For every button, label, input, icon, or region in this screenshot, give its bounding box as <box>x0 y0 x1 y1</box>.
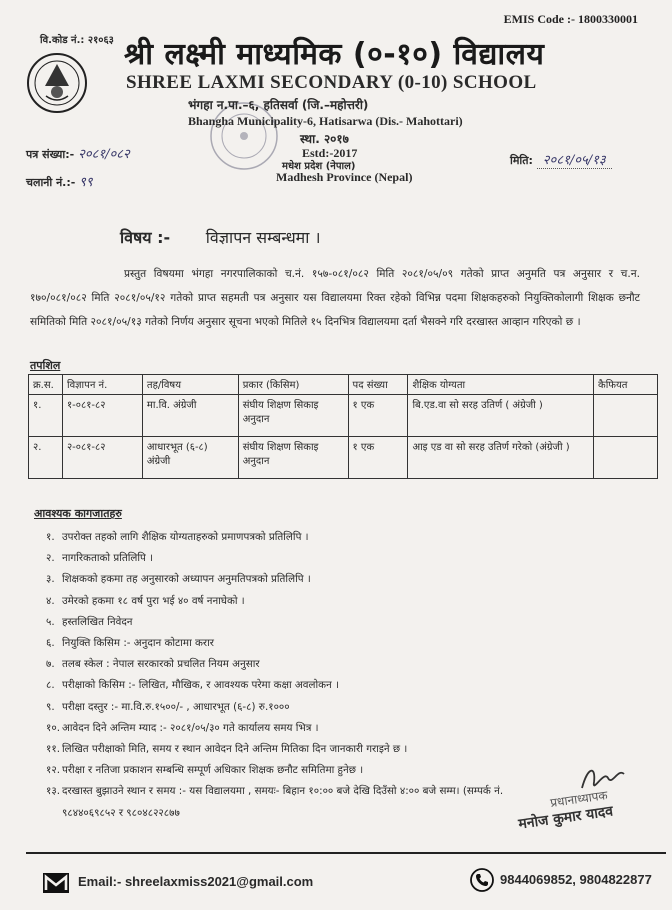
item-number: १३. <box>46 785 60 798</box>
header-type: प्रकार (किसिम) <box>238 375 348 395</box>
cell-type: संघीय शिक्षण सिकाइ अनुदान <box>238 395 348 437</box>
cell-remarks <box>594 437 658 479</box>
item-number: ११. <box>46 743 60 756</box>
cell-ad-number: २-०८१-८२ <box>62 437 142 479</box>
cell-type: संघीय शिक्षण सिकाइ अनुदान <box>238 437 348 479</box>
phone-icon <box>470 868 494 892</box>
cell-level-subject: मा.वि. अंग्रेजी <box>142 395 238 437</box>
cell-remarks <box>594 395 658 437</box>
province-english: Madhesh Province (Nepal) <box>276 170 413 184</box>
item-text: परीक्षा दस्तुर :- मा.वि.रु.१५००/- , आधारभूत (६-८) रु.१००० <box>62 700 290 713</box>
letter-number <box>26 144 130 162</box>
item-number: ६. <box>46 637 55 650</box>
item-number: ४. <box>46 594 55 607</box>
cell-qualification: बि.एड.वा सो सरह उतिर्ण ( अंग्रेजी ) <box>408 395 594 437</box>
item-text: उमेरको हकमा १८ वर्ष पुरा भई ४० वर्ष ननाघेको । <box>62 594 245 607</box>
address-english: Bhangha Municipality-6, Hatisarwa (Dis.- Mahottari) <box>188 114 463 128</box>
letter-date-label: मिति: <box>510 154 533 167</box>
item-text: नियुक्ति किसिम :- अनुदान कोटामा करार <box>62 637 215 650</box>
list-item <box>34 760 664 781</box>
school-logo <box>26 52 88 114</box>
principal-title: प्रधानाध्यापक <box>549 788 609 810</box>
item-text: दरखास्त बुझाउने स्थान र समय :- यस विद्यालयमा , समयः- बिहान १०:०० बजे देखि दिउँसो ४:०० बजे सम्म। (सम्पर्क नं. <box>62 785 504 798</box>
school-name-english: SHREE LAXMI SECONDARY (0-10) SCHOOL <box>126 72 537 93</box>
list-item <box>34 591 664 612</box>
item-number: १०. <box>46 721 60 734</box>
list-item <box>34 697 664 718</box>
cell-ad-number: १-०८१-८२ <box>62 395 142 437</box>
footer-email[interactable]: Email:- shreelaxmiss2021@gmail.com <box>78 874 314 889</box>
list-item <box>34 527 664 548</box>
footer-phone[interactable]: 9844069852, 9804822877 <box>500 872 652 887</box>
header-ad-number: विज्ञापन नं. <box>62 375 142 395</box>
vacancy-table <box>28 374 658 479</box>
subject-value: विज्ञापन सम्बन्धमा । <box>205 228 321 247</box>
item-text: परीक्षा र नतिजा प्रकाशन सम्बन्धि सम्पूर्ण अधिकार शिक्षक छनौट समितिमा हुनेछ । <box>62 764 364 777</box>
mail-icon <box>42 872 70 894</box>
details-title: तपशिल <box>30 359 61 372</box>
item-number: १२. <box>46 764 60 777</box>
item-text: नागरिकताको प्रतिलिपि । <box>62 552 154 565</box>
list-item <box>34 654 664 675</box>
school-name-nepali: श्री लक्ष्मी माध्यमिक (०-१०) विद्यालय <box>124 37 545 72</box>
list-item <box>34 633 664 654</box>
letter-date-value: २०८१/०५/१३ <box>537 153 612 169</box>
subject-label: विषय :- <box>120 228 171 247</box>
cell-sn: २. <box>29 437 63 479</box>
letter-number-value: २०८१/०८२ <box>78 147 130 162</box>
subject-line <box>120 226 321 248</box>
required-documents <box>34 506 664 824</box>
list-item <box>34 718 664 739</box>
required-documents-list <box>34 527 664 824</box>
footer-divider <box>26 852 666 854</box>
contact-numbers-text: ९८४४०६९८५२ र ९८०४८२२८७७ <box>62 806 180 819</box>
header-sn: क्र.स. <box>29 375 63 395</box>
vacancy-table-header <box>29 375 658 395</box>
item-number: ८. <box>46 679 55 692</box>
required-documents-title: आवश्यक कागजातहरु <box>34 507 122 520</box>
dispatch-number <box>26 172 93 190</box>
item-text: परीक्षाको किसिम :- लिखित, मौखिक, र आवश्यक परेमा कक्षा अवलोकन । <box>62 679 339 692</box>
header-qualification: शैक्षिक योग्यता <box>408 375 594 395</box>
header-level-subject: तह/विषय <box>142 375 238 395</box>
list-item <box>34 548 664 569</box>
item-number: ३. <box>46 573 55 586</box>
established-nepali: स्था. २०१७ <box>300 132 349 146</box>
dispatch-number-value: ९९ <box>79 175 93 190</box>
list-item <box>34 675 664 696</box>
notice-paragraph <box>30 262 640 334</box>
item-number: २. <box>46 552 55 565</box>
principal-name: मनोज कुमार यादव <box>517 803 615 833</box>
list-item <box>34 612 664 633</box>
item-text: हस्तलिखित निवेदन <box>62 615 133 628</box>
emis-code: EMIS Code :- 1800330001 <box>503 12 638 26</box>
province-nepali: मधेश प्रदेश (नेपाल) <box>282 161 356 172</box>
letter-date <box>510 150 612 168</box>
list-item <box>34 569 664 590</box>
cell-level-subject: आधारभूत (६-८) अंग्रेजी <box>142 437 238 479</box>
cell-qualification: आइ एड वा सो सरह उतिर्ण गरेको (अंग्रेजी ) <box>408 437 594 479</box>
table-row <box>29 437 658 479</box>
cell-sn: १. <box>29 395 63 437</box>
letter-number-label: पत्र संख्या:- <box>26 148 75 161</box>
cell-posts: १ एक <box>348 437 408 479</box>
list-item <box>34 739 664 760</box>
item-text: शिक्षकको हकमा तह अनुसारको अध्यापन अनुमतिपत्रको प्रतिलिपि । <box>62 573 311 586</box>
notice-paragraph-text: प्रस्तुत विषयमा भंगहा नगरपालिकाको च.नं. १५७-०८१/०८२ मिति २०८१/०५/०९ गतेको प्राप्त अनुमति पत्र अनुसार र च.न. १७०/०८१/०८२ मिति २०८१/०५/१२ गतेको प्राप्त सहमती पत्र अनुसार यस विद्यालयमा रिक्त रहेको विभिन्न पदमा शिक्षकहरुको नियुक्तिकोलागी शिक्षक छनौट समितिको मिति २०८१/०५/१३ गतेको निर्णय अनुसार सूचना भएको मितिले १५ दिनभित्र विद्यालयमा दर्ता भैसक्ने गरि दरखास्त आव्हान गरिएको छ । <box>30 268 640 328</box>
table-row <box>29 395 658 437</box>
item-number: १. <box>46 531 55 543</box>
school-code: वि.कोड नं.: २१०६३ <box>40 35 114 46</box>
established-english: Estd:-2017 <box>302 146 358 160</box>
item-text: आवेदन दिने अन्तिम म्याद :- २०८१/०५/३० गते कार्यालय समय भित्र । <box>62 721 319 734</box>
item-text: लिखित परीक्षाको मिति, समय र स्थान आवेदन दिने अन्तिम मितिका दिन जानकारी गराइने छ । <box>62 743 408 756</box>
item-text: तलब स्केल : नेपाल सरकारको प्रचलित नियम अनुसार <box>62 658 260 671</box>
item-number: ७. <box>46 658 55 671</box>
item-text: उपरोक्त तहको लागि शैक्षिक योग्यताहरुको प्रमाणपत्रको प्रतिलिपि । <box>62 531 309 543</box>
header-posts: पद संख्या <box>348 375 408 395</box>
item-number: ५. <box>46 615 55 628</box>
header-remarks: कैफियत <box>594 375 658 395</box>
item-number: ९. <box>46 700 55 713</box>
address-nepali: भंगहा न.पा.–६, हतिसर्वा (जि.–महोत्तरी) <box>188 98 369 112</box>
cell-posts: १ एक <box>348 395 408 437</box>
dispatch-number-label: चलानी नं.:- <box>26 176 76 189</box>
